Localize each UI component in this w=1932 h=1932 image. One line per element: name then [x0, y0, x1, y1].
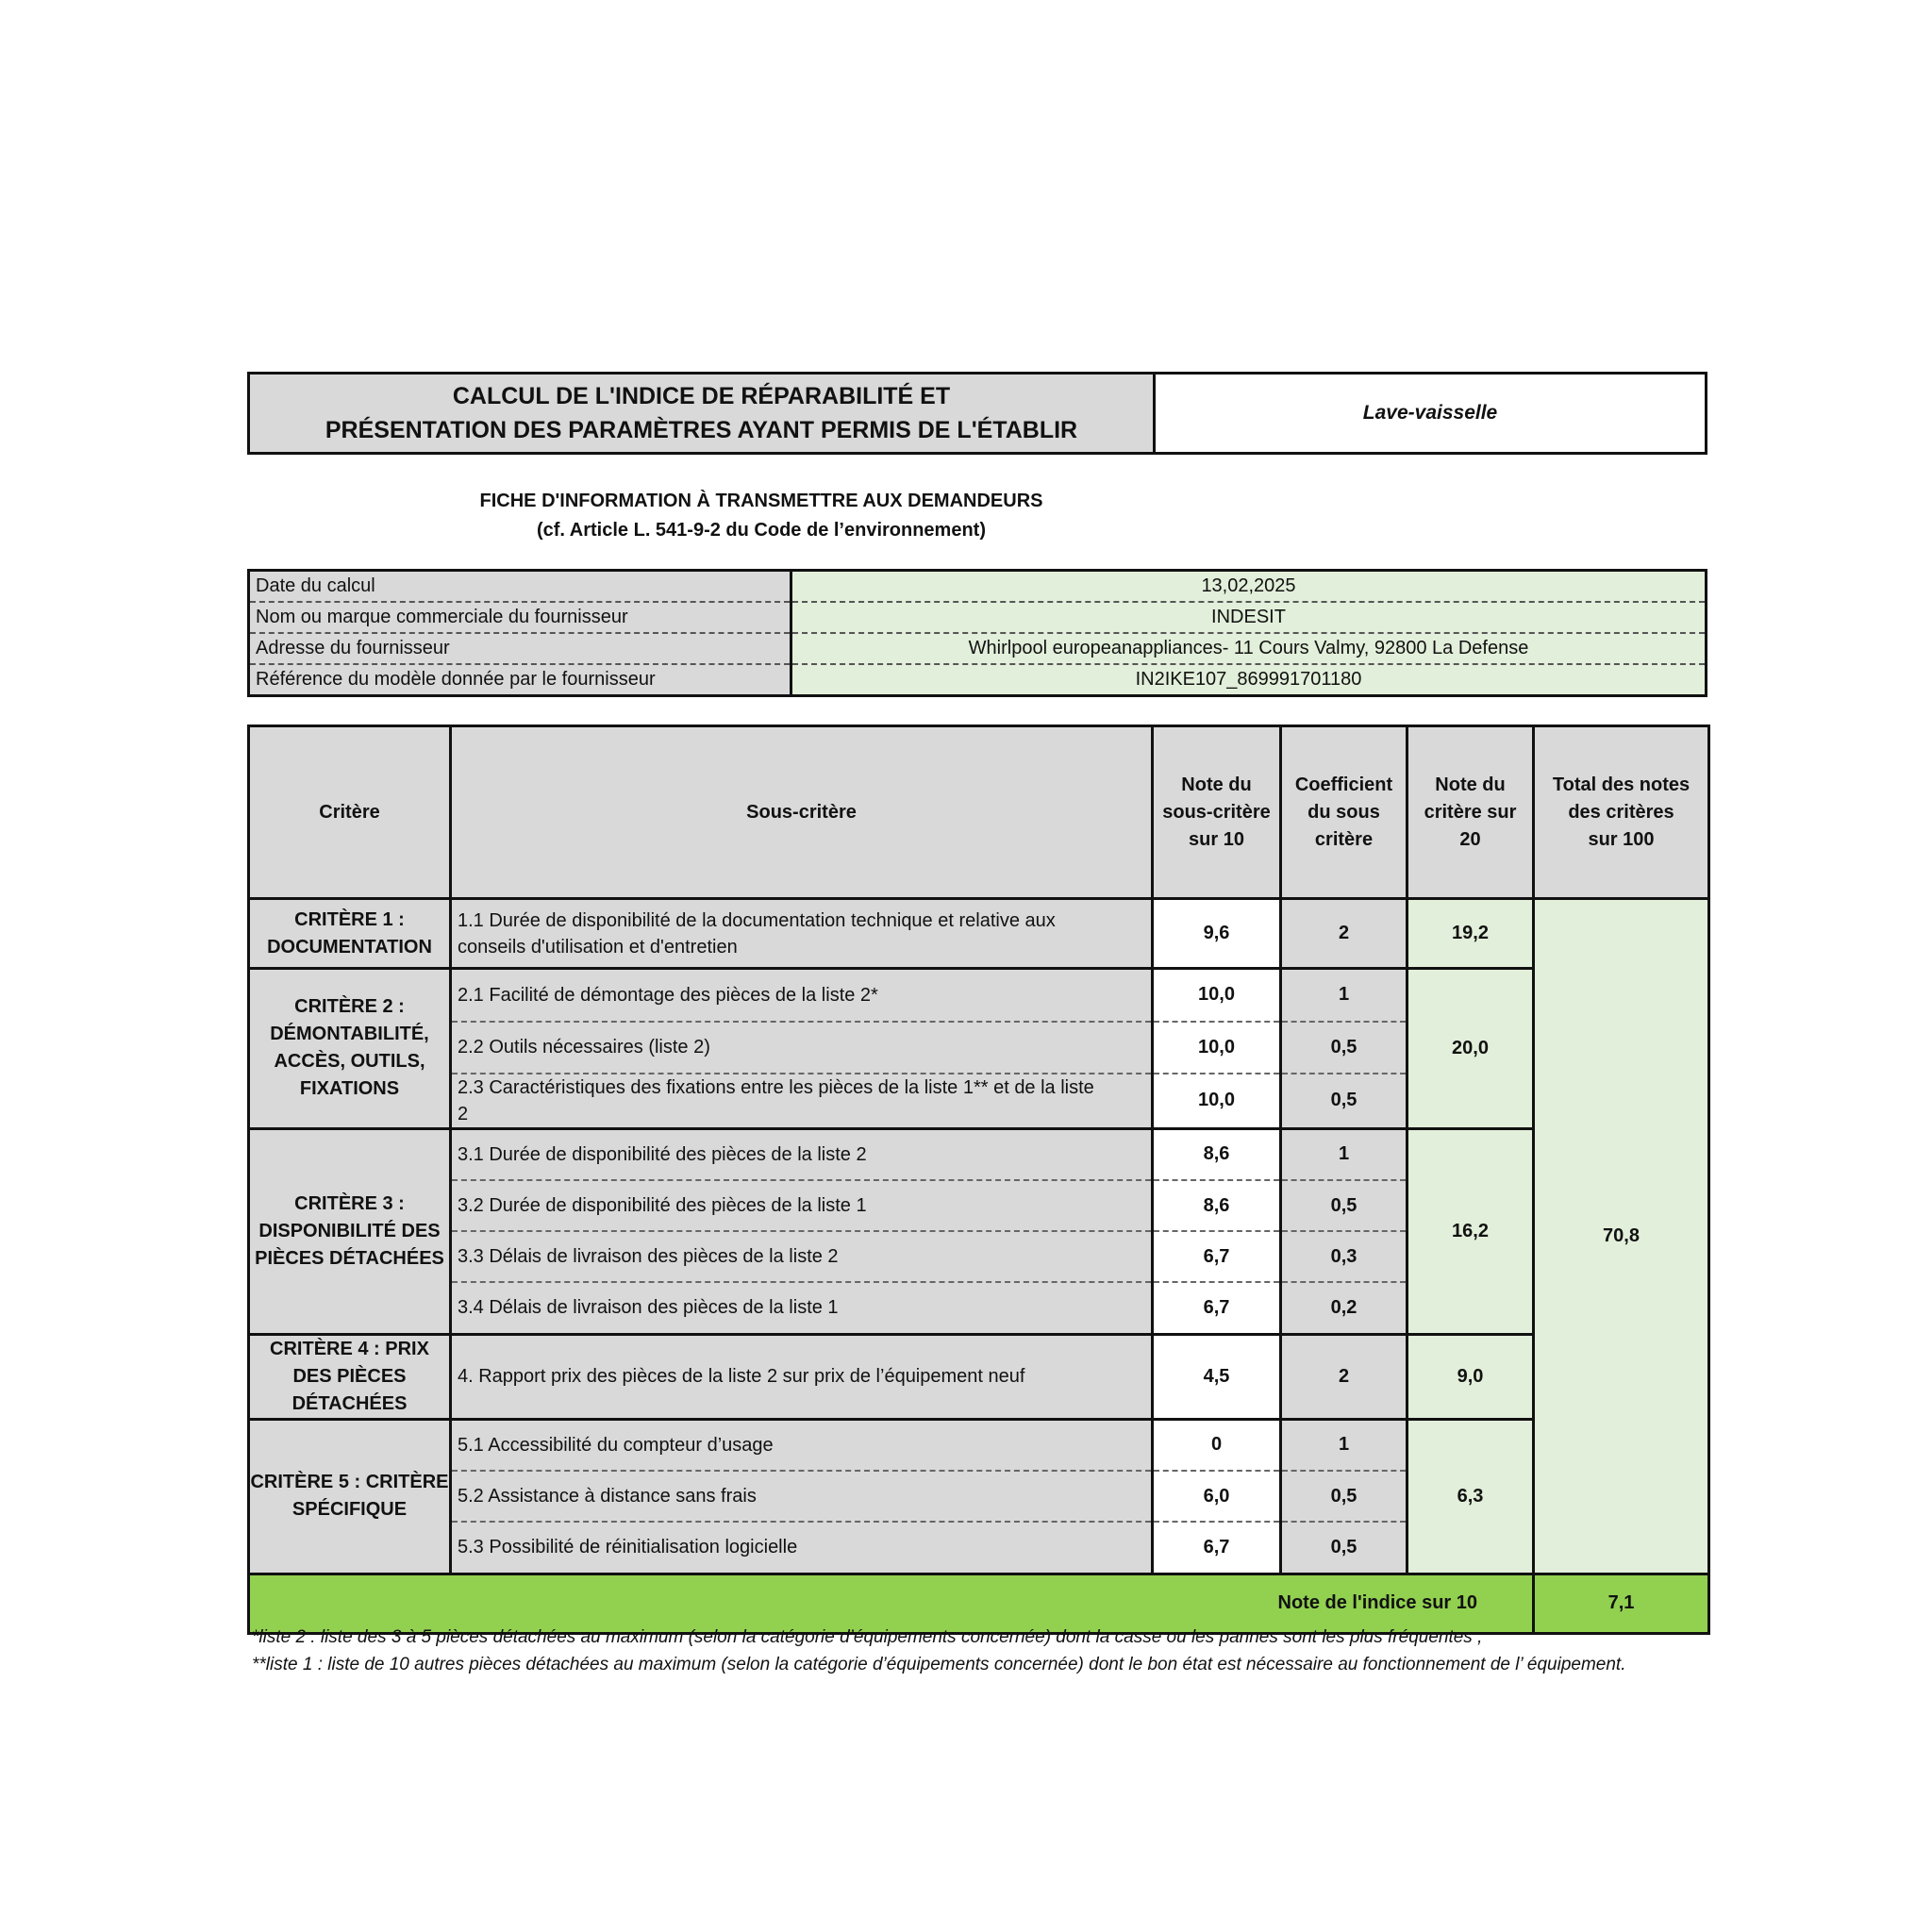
sub-criterion-line: 3.2 Durée de disponibilité des pièces de la liste 1: [458, 1195, 867, 1216]
sub-criterion-line: 5.3 Possibilité de réinitialisation logicielle: [458, 1537, 798, 1558]
sub-criterion-coefficient: 0,2: [1281, 1282, 1407, 1334]
subtitle-line-1: FICHE D'INFORMATION À TRANSMETTRE AUX DEMANDEURS: [479, 491, 1043, 511]
criterion-label-line: CRITÈRE 4 : PRIX: [270, 1338, 429, 1359]
product-category: Lave-vaisselle: [1155, 374, 1707, 454]
sub-criterion-note: 0: [1153, 1419, 1281, 1471]
criterion-label: [249, 1334, 451, 1419]
header-line: 20: [1459, 828, 1481, 850]
sub-criterion-note: 10,0: [1153, 1022, 1281, 1074]
header-sous-critere: Sous-critère: [451, 726, 1153, 899]
info-value: 13,02,2025: [791, 571, 1707, 603]
sub-criterion-label: [451, 1282, 1153, 1334]
info-label: Nom ou marque commerciale du fournisseur: [249, 602, 791, 633]
sub-criterion-line: 2.3 Caractéristiques des fixations entre les pièces de la liste 1** et de la liste: [458, 1076, 1094, 1098]
sub-criterion-line: 5.1 Accessibilité du compteur d’usage: [458, 1434, 774, 1456]
sub-criterion-note: 6,7: [1153, 1231, 1281, 1282]
info-value: Whirlpool europeanappliances- 11 Cours Valmy, 92800 La Defense: [791, 633, 1707, 664]
total-score: 70,8: [1534, 899, 1709, 1574]
sub-criterion-coefficient: 1: [1281, 1128, 1407, 1180]
header-line: Note du: [1181, 774, 1252, 795]
header-line: sur 10: [1189, 828, 1244, 850]
header-line: du sous: [1307, 801, 1380, 823]
criterion-label-line: CRITÈRE 3 :: [294, 1192, 405, 1214]
criterion-score: 9,0: [1407, 1334, 1534, 1419]
criterion-label-line: DES PIÈCES: [292, 1365, 407, 1387]
info-label: Référence du modèle donnée par le fournisseur: [249, 664, 791, 696]
criterion-score: 19,2: [1407, 899, 1534, 969]
criterion-score: 6,3: [1407, 1419, 1534, 1574]
criterion-label-line: ACCÈS, OUTILS,: [274, 1051, 425, 1073]
header-total: [1534, 726, 1709, 899]
info-row: [249, 633, 1707, 664]
header-line: critère: [1314, 828, 1374, 850]
criterion-label-line: DÉMONTABILITÉ,: [270, 1024, 429, 1045]
supplier-info-table: [247, 569, 1707, 697]
table-row: [249, 899, 1709, 969]
footnote-liste-1: **liste 1 : liste de 10 autres pièces détachées au maximum (selon la catégorie d’équipements concernée) dont le bon état est nécessaire au fonctionnement de l’ équipement.: [252, 1655, 1626, 1674]
sub-criterion-line: 2: [458, 1103, 469, 1124]
sub-criterion-coefficient: 2: [1281, 899, 1407, 969]
header-line: critère sur: [1424, 801, 1517, 823]
criterion-label-line: CRITÈRE 5 : CRITÈRE: [250, 1472, 449, 1492]
info-label: Adresse du fournisseur: [249, 633, 791, 664]
criterion-label-line: DISPONIBILITÉ DES: [258, 1220, 441, 1241]
final-score-value: 7,1: [1534, 1574, 1709, 1633]
sub-criterion-label: [451, 969, 1153, 1022]
sub-criterion-line: 5.2 Assistance à distance sans frais: [458, 1486, 757, 1507]
subtitle-line-2: (cf. Article L. 541-9-2 du Code de l’environnement): [536, 520, 986, 541]
sub-criterion-coefficient: 0,3: [1281, 1231, 1407, 1282]
final-score-label: Note de l'indice sur 10: [249, 1574, 1534, 1633]
sub-criterion-coefficient: 1: [1281, 1419, 1407, 1471]
sub-criterion-coefficient: 0,5: [1281, 1471, 1407, 1522]
info-row: [249, 602, 1707, 633]
sub-criterion-note: 8,6: [1153, 1180, 1281, 1231]
sub-criterion-coefficient: 0,5: [1281, 1180, 1407, 1231]
sub-criterion-coefficient: 0,5: [1281, 1022, 1407, 1074]
sub-criterion-label: [451, 1522, 1153, 1574]
criterion-label: [249, 1419, 451, 1574]
sub-criterion-label: [451, 1180, 1153, 1231]
sub-criterion-coefficient: 2: [1281, 1334, 1407, 1419]
sub-criterion-line: 3.4 Délais de livraison des pièces de la liste 1: [458, 1297, 839, 1319]
document-title: [249, 374, 1155, 454]
criterion-label-line: CRITÈRE 2 :: [294, 996, 405, 1018]
criterion-score: 20,0: [1407, 969, 1534, 1129]
sub-criterion-line: 4. Rapport prix des pièces de la liste 2 sur prix de l’équipement neuf: [458, 1366, 1025, 1387]
sub-criterion-line: 3.3 Délais de livraison des pièces de la liste 2: [458, 1246, 839, 1267]
sub-criterion-label: [451, 1231, 1153, 1282]
sub-criterion-coefficient: 0,5: [1281, 1522, 1407, 1574]
criterion-label-line: DÉTACHÉES: [291, 1392, 408, 1414]
table-row: [249, 969, 1709, 1022]
repairability-score-table: [247, 724, 1710, 1635]
sub-criterion-label: [451, 899, 1153, 969]
header-line: Total des notes: [1552, 774, 1690, 795]
criterion-label-line: FIXATIONS: [299, 1078, 400, 1100]
info-row: [249, 571, 1707, 603]
info-label: Date du calcul: [249, 571, 791, 603]
criterion-label-line: DOCUMENTATION: [267, 936, 432, 958]
header-line: des critères: [1568, 801, 1674, 823]
sub-criterion-note: 4,5: [1153, 1334, 1281, 1419]
info-sheet-subtitle: [247, 487, 1275, 545]
footnote-liste-2: *liste 2 : liste des 3 à 5 pièces détachées au maximum (selon la catégorie d’équipements concernée) dont la casse ou les pannes sont les plus fréquentes ;: [252, 1627, 1483, 1647]
sub-criterion-note: 9,6: [1153, 899, 1281, 969]
sub-criterion-label: [451, 1334, 1153, 1419]
info-row: [249, 664, 1707, 696]
sub-criterion-coefficient: 1: [1281, 969, 1407, 1022]
header-line: sous-critère: [1162, 801, 1271, 823]
sub-criterion-note: 10,0: [1153, 969, 1281, 1022]
sub-criterion-note: 6,7: [1153, 1522, 1281, 1574]
sub-criterion-line: conseils d'utilisation et d'entretien: [458, 936, 738, 958]
sub-criterion-note: 6,0: [1153, 1471, 1281, 1522]
info-value: INDESIT: [791, 602, 1707, 633]
title-line-1: CALCUL DE L'INDICE DE RÉPARABILITÉ ET: [452, 383, 951, 409]
sub-criterion-label: [451, 1022, 1153, 1074]
header-line: Note du: [1435, 774, 1506, 795]
sub-criterion-line: 1.1 Durée de disponibilité de la documentation technique et relative aux: [458, 909, 1056, 931]
sub-criterion-note: 10,0: [1153, 1074, 1281, 1129]
table-row: [249, 1419, 1709, 1471]
title-box: [247, 372, 1707, 455]
sub-criterion-label: [451, 1128, 1153, 1180]
table-row: [249, 1128, 1709, 1180]
criterion-label: [249, 969, 451, 1129]
sub-criterion-coefficient: 0,5: [1281, 1074, 1407, 1129]
table-header-row: [249, 726, 1709, 899]
title-line-2: PRÉSENTATION DES PARAMÈTRES AYANT PERMIS DE L'ÉTABLIR: [325, 417, 1078, 443]
header-line: Coefficient: [1294, 774, 1393, 795]
criterion-label-line: PIÈCES DÉTACHÉES: [255, 1247, 444, 1269]
header-line: sur 100: [1588, 828, 1655, 850]
criterion-label-line: SPÉCIFIQUE: [291, 1499, 408, 1520]
header-coefficient: [1281, 726, 1407, 899]
footnotes: [252, 1624, 1705, 1678]
criterion-label-line: CRITÈRE 1 :: [294, 908, 405, 930]
info-value: IN2IKE107_869991701180: [791, 664, 1707, 696]
criterion-score: 16,2: [1407, 1128, 1534, 1334]
header-note-sous-critere: [1153, 726, 1281, 899]
sub-criterion-note: 8,6: [1153, 1128, 1281, 1180]
criterion-label: [249, 899, 451, 969]
sub-criterion-line: 2.2 Outils nécessaires (liste 2): [458, 1037, 710, 1058]
criterion-label: [249, 1128, 451, 1334]
sub-criterion-label: [451, 1074, 1153, 1129]
header-critere: Critère: [249, 726, 451, 899]
sub-criterion-line: 3.1 Durée de disponibilité des pièces de la liste 2: [458, 1143, 867, 1165]
sub-criterion-note: 6,7: [1153, 1282, 1281, 1334]
sub-criterion-label: [451, 1471, 1153, 1522]
sub-criterion-line: 2.1 Facilité de démontage des pièces de la liste 2*: [458, 984, 878, 1006]
header-note-critere: [1407, 726, 1534, 899]
sub-criterion-label: [451, 1419, 1153, 1471]
table-row: [249, 1334, 1709, 1419]
